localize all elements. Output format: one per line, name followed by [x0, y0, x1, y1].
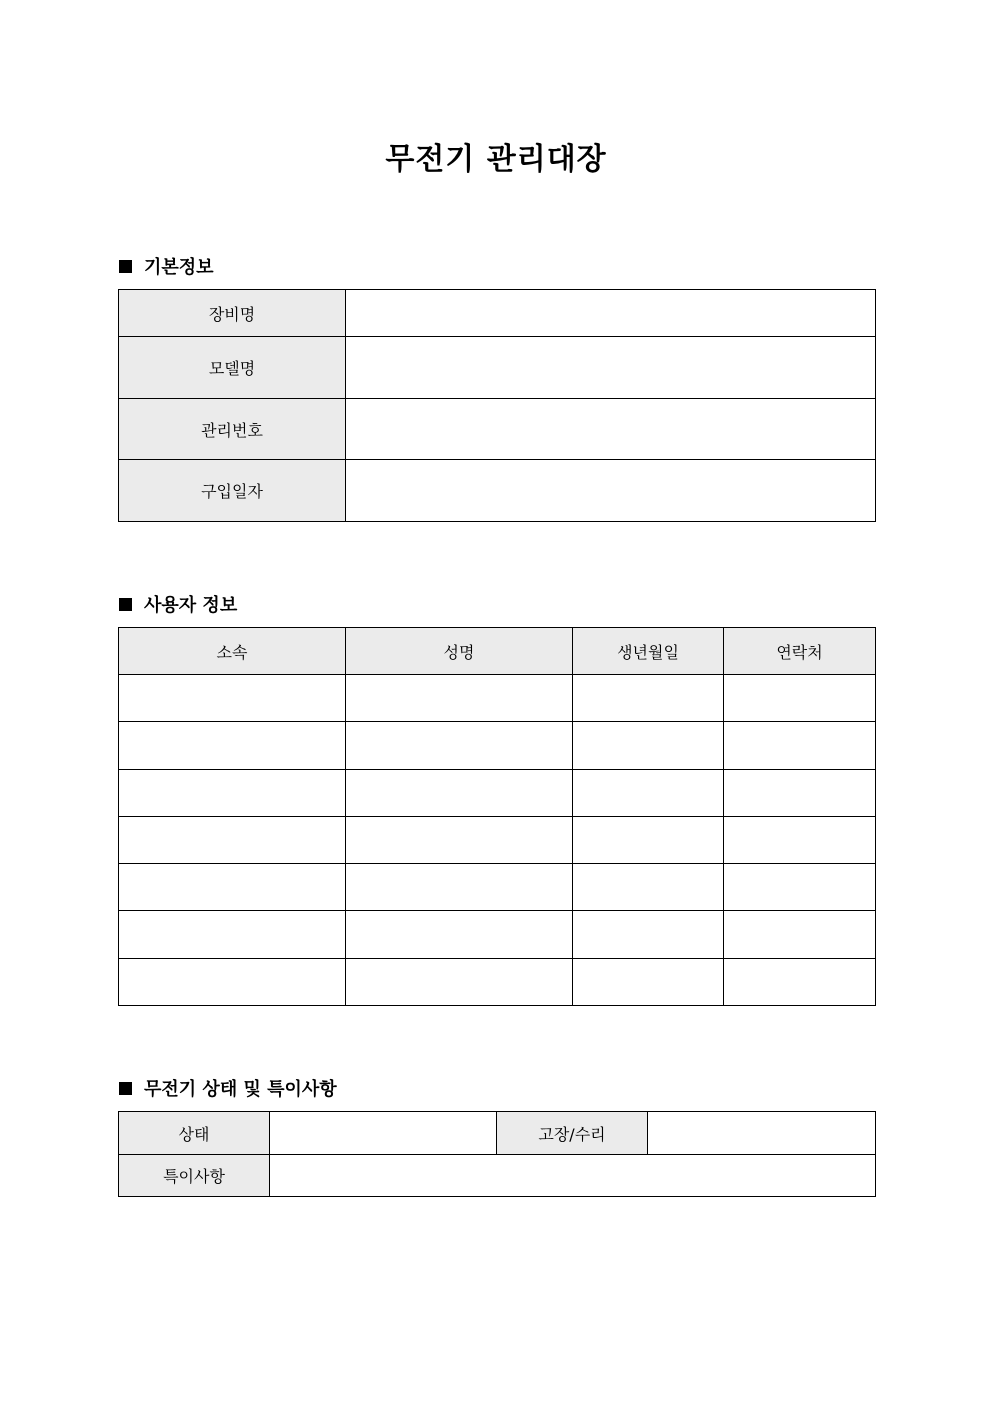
birthdate-cell[interactable]: [573, 864, 724, 911]
birthdate-cell[interactable]: [573, 911, 724, 959]
birthdate-cell[interactable]: [573, 817, 724, 864]
birthdate-cell[interactable]: [573, 770, 724, 817]
name-cell[interactable]: [346, 722, 573, 770]
equipment-name-label: 장비명: [119, 290, 346, 337]
name-cell[interactable]: [346, 817, 573, 864]
contact-cell[interactable]: [724, 864, 876, 911]
management-number-field[interactable]: [346, 399, 876, 460]
contact-cell[interactable]: [724, 675, 876, 722]
user-info-heading-text: 사용자 정보: [144, 595, 238, 616]
column-header-contact: 연락처: [724, 628, 876, 675]
user-info-heading: [119, 591, 237, 617]
status-info-heading-text: 무전기 상태 및 특이사항: [144, 1079, 337, 1100]
user-info-table: [118, 627, 876, 1006]
table-row: [119, 817, 876, 864]
status-info-heading: [119, 1075, 337, 1101]
equipment-name-field[interactable]: [346, 290, 876, 337]
birthdate-cell[interactable]: [573, 959, 724, 1006]
basic-info-heading: [119, 253, 214, 279]
table-row: [119, 675, 876, 722]
repair-label: 고장/수리: [497, 1112, 648, 1155]
affiliation-cell[interactable]: [119, 722, 346, 770]
contact-cell[interactable]: [724, 911, 876, 959]
table-row: [119, 770, 876, 817]
table-row: [119, 1112, 876, 1155]
column-header-birthdate: 생년월일: [573, 628, 724, 675]
purchase-date-label: 구입일자: [119, 460, 346, 522]
page-title: 무전기 관리대장: [385, 142, 607, 177]
model-name-label: 모델명: [119, 337, 346, 399]
square-bullet-icon: [119, 1082, 132, 1095]
square-bullet-icon: [119, 598, 132, 611]
affiliation-cell[interactable]: [119, 770, 346, 817]
notes-label: 특이사항: [119, 1155, 270, 1197]
table-row: [119, 911, 876, 959]
table-row: [119, 460, 876, 522]
basic-info-table: [118, 289, 876, 522]
table-row: [119, 864, 876, 911]
repair-field[interactable]: [648, 1112, 876, 1155]
birthdate-cell[interactable]: [573, 722, 724, 770]
affiliation-cell[interactable]: [119, 864, 346, 911]
status-label: 상태: [119, 1112, 270, 1155]
contact-cell[interactable]: [724, 770, 876, 817]
basic-info-heading-text: 기본정보: [144, 257, 214, 278]
management-number-label: 관리번호: [119, 399, 346, 460]
birthdate-cell[interactable]: [573, 675, 724, 722]
affiliation-cell[interactable]: [119, 911, 346, 959]
affiliation-cell[interactable]: [119, 817, 346, 864]
square-bullet-icon: [119, 260, 132, 273]
name-cell[interactable]: [346, 864, 573, 911]
contact-cell[interactable]: [724, 959, 876, 1006]
status-field[interactable]: [270, 1112, 497, 1155]
affiliation-cell[interactable]: [119, 959, 346, 1006]
name-cell[interactable]: [346, 959, 573, 1006]
column-header-name: 성명: [346, 628, 573, 675]
table-row: [119, 290, 876, 337]
contact-cell[interactable]: [724, 722, 876, 770]
table-row: [119, 337, 876, 399]
name-cell[interactable]: [346, 911, 573, 959]
affiliation-cell[interactable]: [119, 675, 346, 722]
table-row: [119, 1155, 876, 1197]
purchase-date-field[interactable]: [346, 460, 876, 522]
name-cell[interactable]: [346, 770, 573, 817]
table-row: [119, 399, 876, 460]
table-header-row: [119, 628, 876, 675]
name-cell[interactable]: [346, 675, 573, 722]
table-row: [119, 959, 876, 1006]
table-row: [119, 722, 876, 770]
contact-cell[interactable]: [724, 817, 876, 864]
notes-field[interactable]: [270, 1155, 876, 1197]
column-header-affiliation: 소속: [119, 628, 346, 675]
model-name-field[interactable]: [346, 337, 876, 399]
status-info-table: [118, 1111, 876, 1197]
